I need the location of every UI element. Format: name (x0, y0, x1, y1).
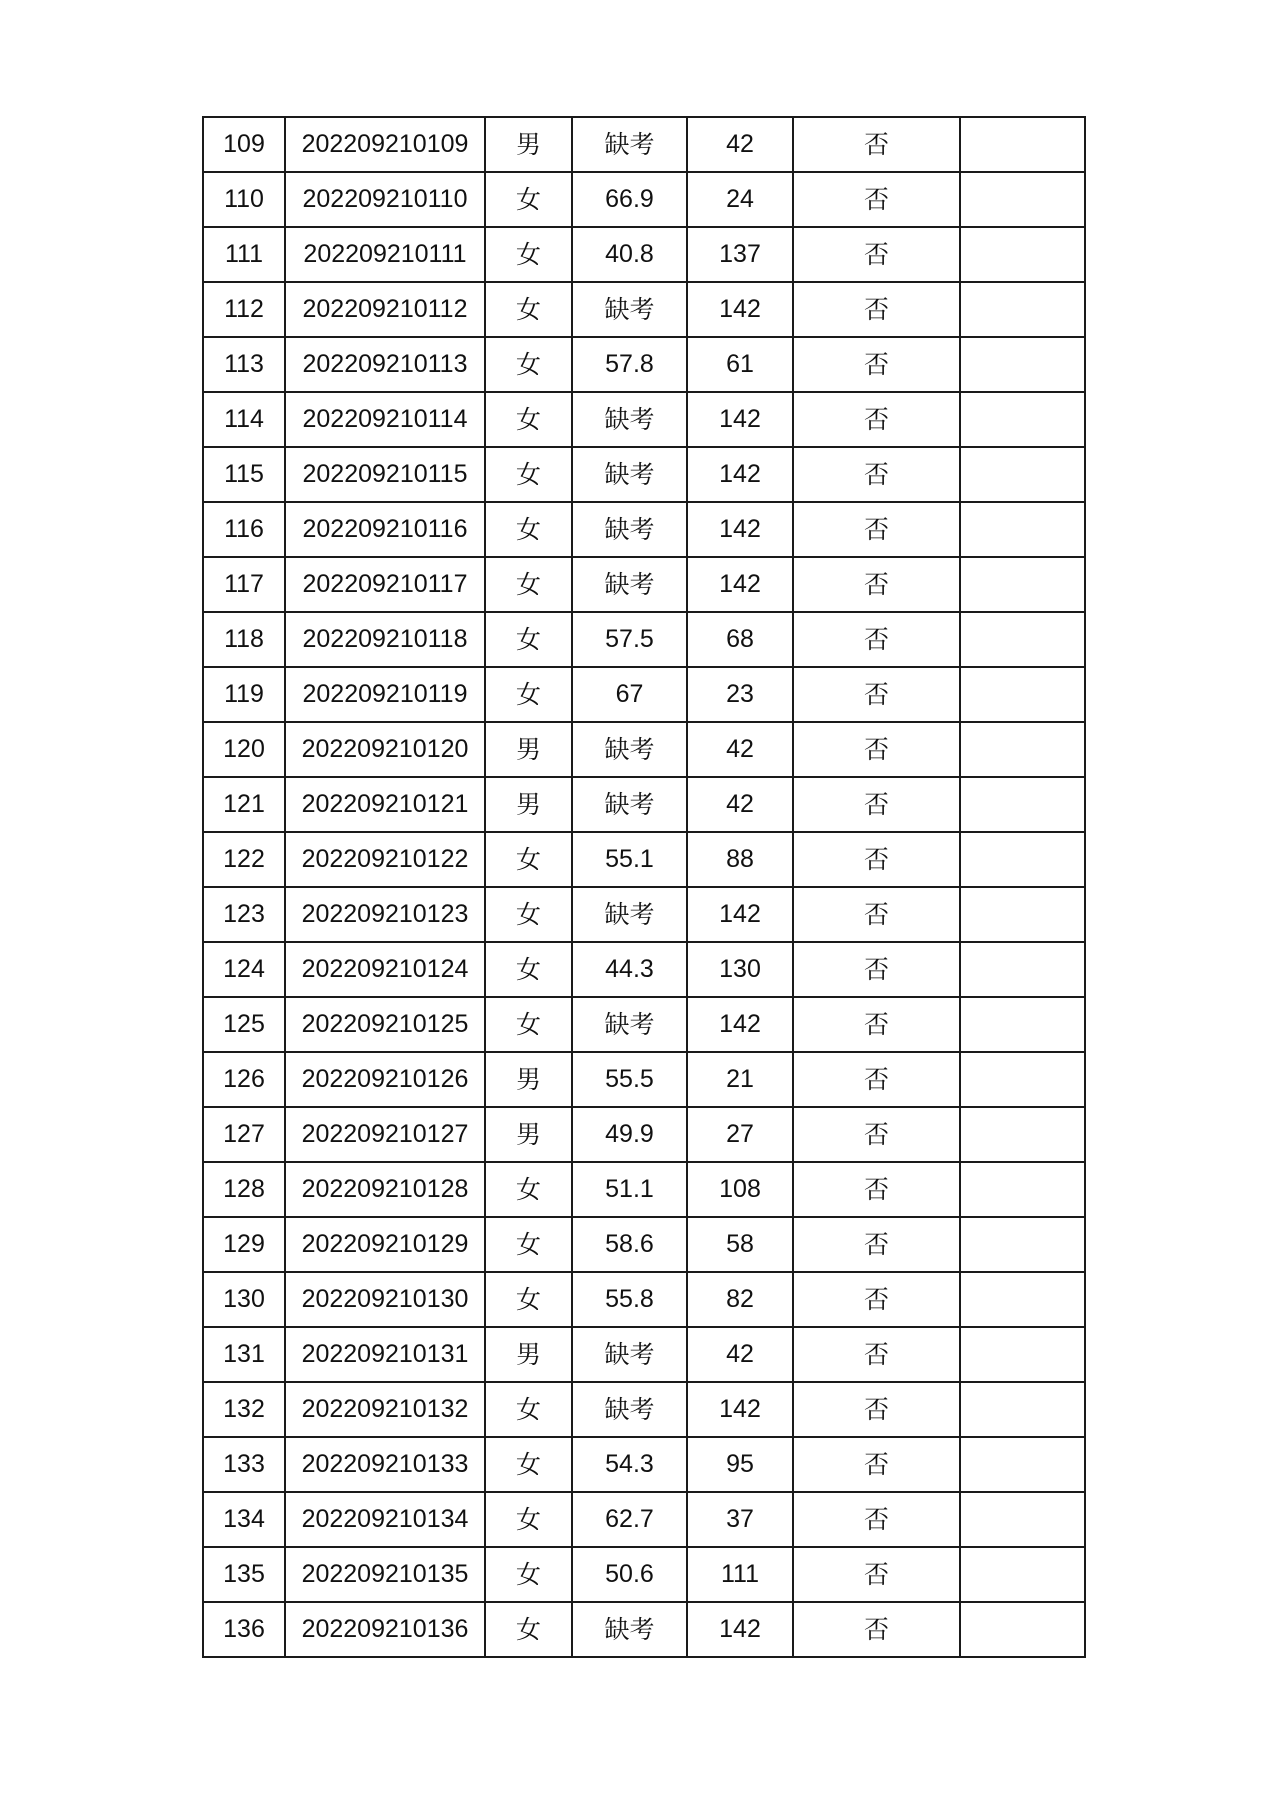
score-cell: 40.8 (572, 227, 687, 282)
seq-cell: 124 (203, 942, 285, 997)
table-row (203, 997, 1085, 1052)
seq-cell: 118 (203, 612, 285, 667)
exam-id-cell: 202209210128 (285, 1162, 485, 1217)
table-row (203, 1382, 1085, 1437)
seq-cell: 112 (203, 282, 285, 337)
rank-cell: 142 (687, 392, 793, 447)
seq-cell: 114 (203, 392, 285, 447)
remarks-cell (960, 722, 1085, 777)
score-cell: 54.3 (572, 1437, 687, 1492)
gender-cell: 女 (485, 667, 572, 722)
table-row (203, 1437, 1085, 1492)
table-row (203, 172, 1085, 227)
score-cell: 66.9 (572, 172, 687, 227)
gender-cell: 女 (485, 942, 572, 997)
table-row (203, 502, 1085, 557)
rank-cell: 88 (687, 832, 793, 887)
table-row (203, 117, 1085, 172)
qualified-cell: 否 (793, 1602, 960, 1657)
remarks-cell (960, 1547, 1085, 1602)
rank-cell: 27 (687, 1107, 793, 1162)
rank-cell: 137 (687, 227, 793, 282)
rank-cell: 130 (687, 942, 793, 997)
remarks-cell (960, 667, 1085, 722)
seq-cell: 128 (203, 1162, 285, 1217)
score-cell: 缺考 (572, 887, 687, 942)
exam-id-cell: 202209210114 (285, 392, 485, 447)
seq-cell: 121 (203, 777, 285, 832)
results-table (202, 116, 1086, 1658)
score-cell: 缺考 (572, 1327, 687, 1382)
remarks-cell (960, 392, 1085, 447)
exam-id-cell: 202209210132 (285, 1382, 485, 1437)
score-cell: 缺考 (572, 447, 687, 502)
remarks-cell (960, 997, 1085, 1052)
exam-id-cell: 202209210109 (285, 117, 485, 172)
remarks-cell (960, 282, 1085, 337)
table-row (203, 777, 1085, 832)
seq-cell: 110 (203, 172, 285, 227)
gender-cell: 女 (485, 1162, 572, 1217)
gender-cell: 女 (485, 282, 572, 337)
rank-cell: 108 (687, 1162, 793, 1217)
remarks-cell (960, 337, 1085, 392)
seq-cell: 133 (203, 1437, 285, 1492)
gender-cell: 男 (485, 1327, 572, 1382)
seq-cell: 111 (203, 227, 285, 282)
table-row (203, 1492, 1085, 1547)
exam-id-cell: 202209210120 (285, 722, 485, 777)
score-cell: 62.7 (572, 1492, 687, 1547)
rank-cell: 42 (687, 777, 793, 832)
rank-cell: 111 (687, 1547, 793, 1602)
qualified-cell: 否 (793, 392, 960, 447)
seq-cell: 131 (203, 1327, 285, 1382)
seq-cell: 135 (203, 1547, 285, 1602)
qualified-cell: 否 (793, 557, 960, 612)
qualified-cell: 否 (793, 1107, 960, 1162)
rank-cell: 142 (687, 557, 793, 612)
exam-id-cell: 202209210122 (285, 832, 485, 887)
gender-cell: 女 (485, 1547, 572, 1602)
rank-cell: 142 (687, 997, 793, 1052)
qualified-cell: 否 (793, 502, 960, 557)
exam-id-cell: 202209210110 (285, 172, 485, 227)
exam-id-cell: 202209210117 (285, 557, 485, 612)
gender-cell: 女 (485, 227, 572, 282)
seq-cell: 125 (203, 997, 285, 1052)
table-row (203, 1602, 1085, 1657)
qualified-cell: 否 (793, 1382, 960, 1437)
table-row (203, 1547, 1085, 1602)
exam-id-cell: 202209210115 (285, 447, 485, 502)
seq-cell: 129 (203, 1217, 285, 1272)
exam-id-cell: 202209210112 (285, 282, 485, 337)
gender-cell: 女 (485, 337, 572, 392)
remarks-cell (960, 557, 1085, 612)
table-row (203, 942, 1085, 997)
exam-id-cell: 202209210135 (285, 1547, 485, 1602)
gender-cell: 女 (485, 557, 572, 612)
table-row (203, 227, 1085, 282)
remarks-cell (960, 612, 1085, 667)
score-cell: 缺考 (572, 722, 687, 777)
seq-cell: 127 (203, 1107, 285, 1162)
qualified-cell: 否 (793, 1437, 960, 1492)
seq-cell: 130 (203, 1272, 285, 1327)
gender-cell: 女 (485, 1437, 572, 1492)
gender-cell: 男 (485, 722, 572, 777)
table-row (203, 337, 1085, 392)
score-cell: 缺考 (572, 392, 687, 447)
rank-cell: 61 (687, 337, 793, 392)
rank-cell: 37 (687, 1492, 793, 1547)
score-cell: 55.1 (572, 832, 687, 887)
qualified-cell: 否 (793, 667, 960, 722)
gender-cell: 女 (485, 1272, 572, 1327)
gender-cell: 女 (485, 997, 572, 1052)
remarks-cell (960, 227, 1085, 282)
table-row (203, 887, 1085, 942)
remarks-cell (960, 832, 1085, 887)
exam-id-cell: 202209210116 (285, 502, 485, 557)
exam-id-cell: 202209210129 (285, 1217, 485, 1272)
rank-cell: 142 (687, 282, 793, 337)
rank-cell: 142 (687, 502, 793, 557)
table-row (203, 1327, 1085, 1382)
exam-id-cell: 202209210127 (285, 1107, 485, 1162)
remarks-cell (960, 447, 1085, 502)
score-cell: 55.5 (572, 1052, 687, 1107)
seq-cell: 116 (203, 502, 285, 557)
gender-cell: 女 (485, 502, 572, 557)
qualified-cell: 否 (793, 447, 960, 502)
exam-id-cell: 202209210113 (285, 337, 485, 392)
score-cell: 缺考 (572, 282, 687, 337)
table-row (203, 447, 1085, 502)
exam-id-cell: 202209210130 (285, 1272, 485, 1327)
gender-cell: 女 (485, 1217, 572, 1272)
qualified-cell: 否 (793, 832, 960, 887)
remarks-cell (960, 1602, 1085, 1657)
exam-id-cell: 202209210111 (285, 227, 485, 282)
qualified-cell: 否 (793, 997, 960, 1052)
rank-cell: 68 (687, 612, 793, 667)
exam-id-cell: 202209210124 (285, 942, 485, 997)
exam-id-cell: 202209210136 (285, 1602, 485, 1657)
remarks-cell (960, 887, 1085, 942)
rank-cell: 142 (687, 1602, 793, 1657)
rank-cell: 21 (687, 1052, 793, 1107)
qualified-cell: 否 (793, 337, 960, 392)
remarks-cell (960, 1382, 1085, 1437)
rank-cell: 95 (687, 1437, 793, 1492)
remarks-cell (960, 1272, 1085, 1327)
table-row (203, 282, 1085, 337)
seq-cell: 117 (203, 557, 285, 612)
rank-cell: 142 (687, 447, 793, 502)
rank-cell: 142 (687, 887, 793, 942)
score-cell: 缺考 (572, 502, 687, 557)
exam-id-cell: 202209210134 (285, 1492, 485, 1547)
seq-cell: 120 (203, 722, 285, 777)
gender-cell: 女 (485, 832, 572, 887)
remarks-cell (960, 1492, 1085, 1547)
score-cell: 缺考 (572, 997, 687, 1052)
gender-cell: 女 (485, 1492, 572, 1547)
gender-cell: 男 (485, 1052, 572, 1107)
qualified-cell: 否 (793, 1272, 960, 1327)
score-cell: 缺考 (572, 557, 687, 612)
qualified-cell: 否 (793, 172, 960, 227)
gender-cell: 女 (485, 172, 572, 227)
score-cell: 67 (572, 667, 687, 722)
score-cell: 缺考 (572, 777, 687, 832)
qualified-cell: 否 (793, 1327, 960, 1382)
gender-cell: 女 (485, 392, 572, 447)
qualified-cell: 否 (793, 612, 960, 667)
exam-id-cell: 202209210125 (285, 997, 485, 1052)
seq-cell: 126 (203, 1052, 285, 1107)
seq-cell: 132 (203, 1382, 285, 1437)
seq-cell: 113 (203, 337, 285, 392)
exam-id-cell: 202209210119 (285, 667, 485, 722)
score-cell: 55.8 (572, 1272, 687, 1327)
table-row (203, 1272, 1085, 1327)
qualified-cell: 否 (793, 282, 960, 337)
qualified-cell: 否 (793, 1162, 960, 1217)
score-cell: 57.8 (572, 337, 687, 392)
seq-cell: 119 (203, 667, 285, 722)
gender-cell: 女 (485, 447, 572, 502)
exam-id-cell: 202209210118 (285, 612, 485, 667)
qualified-cell: 否 (793, 777, 960, 832)
table-row (203, 1162, 1085, 1217)
table-row (203, 722, 1085, 777)
qualified-cell: 否 (793, 117, 960, 172)
score-cell: 缺考 (572, 1382, 687, 1437)
exam-id-cell: 202209210121 (285, 777, 485, 832)
remarks-cell (960, 942, 1085, 997)
gender-cell: 女 (485, 1382, 572, 1437)
remarks-cell (960, 502, 1085, 557)
exam-id-cell: 202209210126 (285, 1052, 485, 1107)
seq-cell: 109 (203, 117, 285, 172)
gender-cell: 女 (485, 612, 572, 667)
gender-cell: 男 (485, 1107, 572, 1162)
table-row (203, 1052, 1085, 1107)
score-cell: 57.5 (572, 612, 687, 667)
exam-id-cell: 202209210133 (285, 1437, 485, 1492)
score-cell: 50.6 (572, 1547, 687, 1602)
qualified-cell: 否 (793, 1547, 960, 1602)
score-cell: 58.6 (572, 1217, 687, 1272)
score-cell: 49.9 (572, 1107, 687, 1162)
seq-cell: 134 (203, 1492, 285, 1547)
qualified-cell: 否 (793, 722, 960, 777)
remarks-cell (960, 1327, 1085, 1382)
seq-cell: 115 (203, 447, 285, 502)
remarks-cell (960, 172, 1085, 227)
table-row (203, 612, 1085, 667)
table-row (203, 1217, 1085, 1272)
exam-id-cell: 202209210123 (285, 887, 485, 942)
rank-cell: 58 (687, 1217, 793, 1272)
gender-cell: 男 (485, 117, 572, 172)
rank-cell: 142 (687, 1382, 793, 1437)
gender-cell: 女 (485, 1602, 572, 1657)
seq-cell: 136 (203, 1602, 285, 1657)
rank-cell: 82 (687, 1272, 793, 1327)
rank-cell: 42 (687, 722, 793, 777)
table-row (203, 1107, 1085, 1162)
qualified-cell: 否 (793, 1217, 960, 1272)
gender-cell: 女 (485, 887, 572, 942)
results-table-body (203, 117, 1085, 1657)
score-cell: 44.3 (572, 942, 687, 997)
qualified-cell: 否 (793, 1492, 960, 1547)
score-cell: 缺考 (572, 117, 687, 172)
table-row (203, 557, 1085, 612)
rank-cell: 42 (687, 117, 793, 172)
qualified-cell: 否 (793, 227, 960, 282)
score-cell: 51.1 (572, 1162, 687, 1217)
remarks-cell (960, 1052, 1085, 1107)
remarks-cell (960, 117, 1085, 172)
qualified-cell: 否 (793, 942, 960, 997)
table-row (203, 392, 1085, 447)
gender-cell: 男 (485, 777, 572, 832)
table-row (203, 667, 1085, 722)
qualified-cell: 否 (793, 1052, 960, 1107)
rank-cell: 24 (687, 172, 793, 227)
score-cell: 缺考 (572, 1602, 687, 1657)
rank-cell: 42 (687, 1327, 793, 1382)
rank-cell: 23 (687, 667, 793, 722)
remarks-cell (960, 1437, 1085, 1492)
exam-id-cell: 202209210131 (285, 1327, 485, 1382)
remarks-cell (960, 777, 1085, 832)
table-row (203, 832, 1085, 887)
remarks-cell (960, 1162, 1085, 1217)
seq-cell: 122 (203, 832, 285, 887)
qualified-cell: 否 (793, 887, 960, 942)
seq-cell: 123 (203, 887, 285, 942)
remarks-cell (960, 1217, 1085, 1272)
remarks-cell (960, 1107, 1085, 1162)
